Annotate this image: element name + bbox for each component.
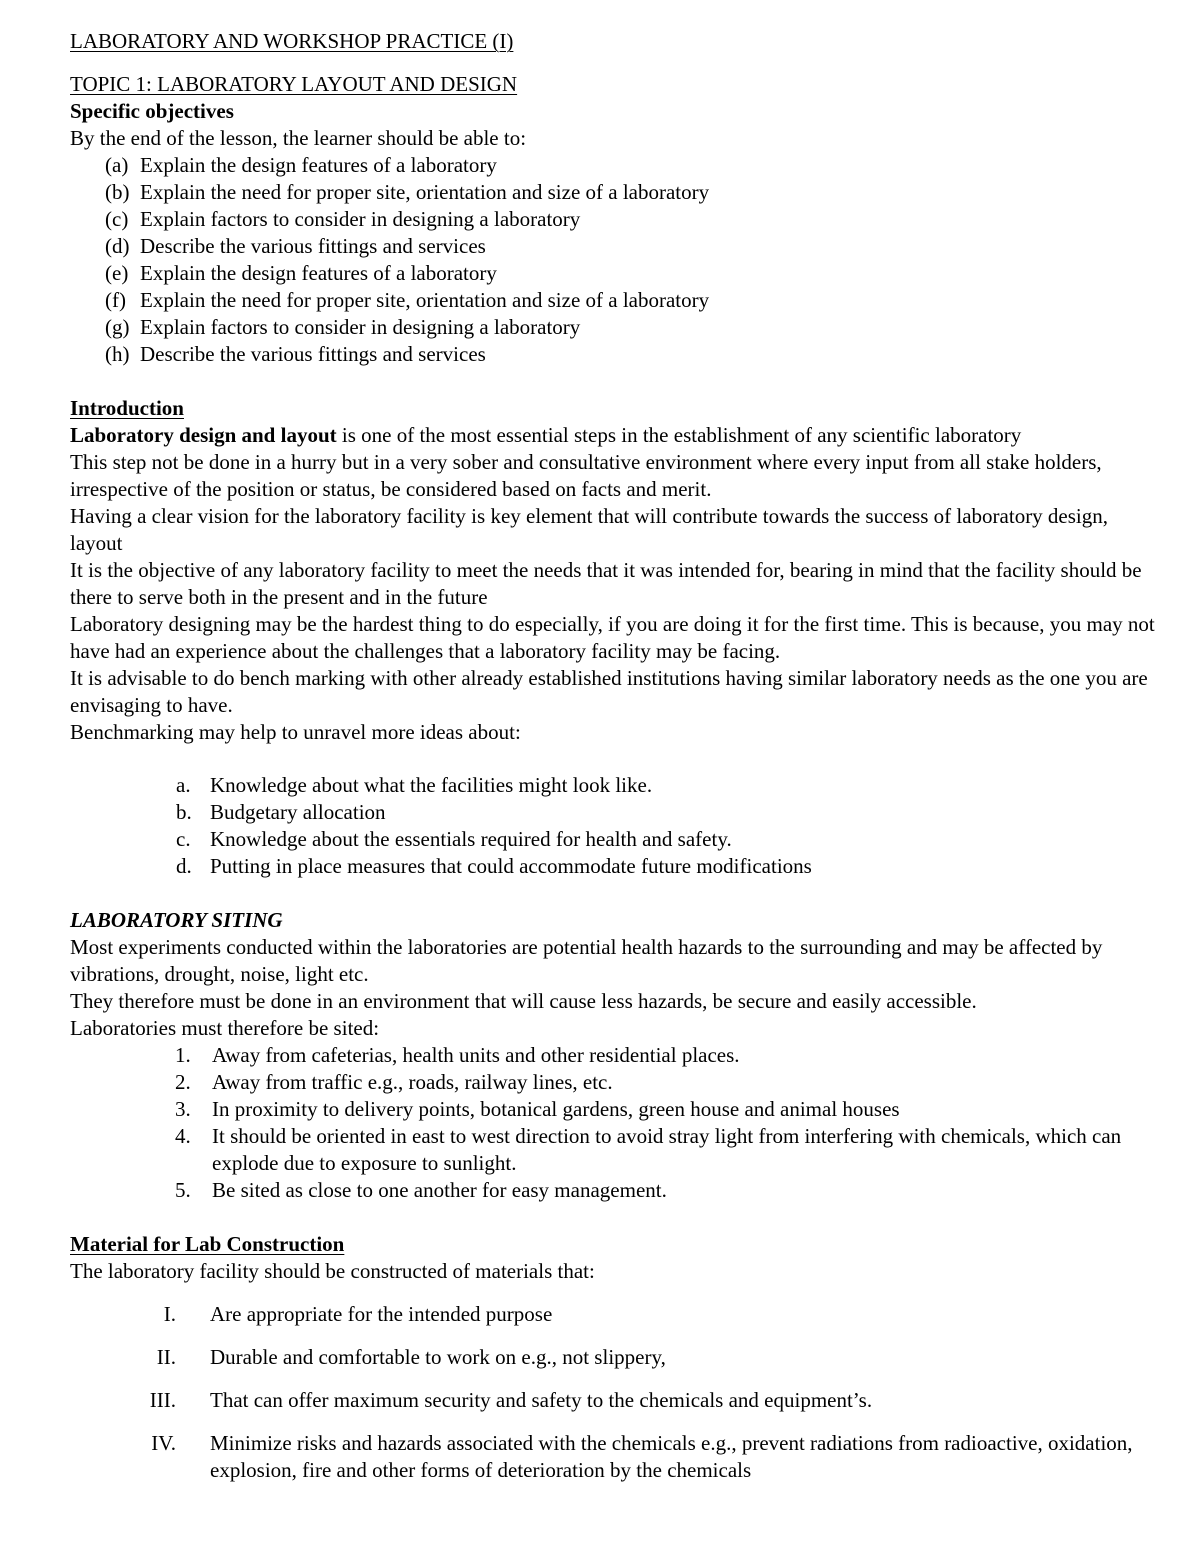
topic-title: TOPIC 1: LABORATORY LAYOUT AND DESIGN <box>70 72 518 96</box>
list-item <box>70 1042 1160 1069</box>
list-item <box>70 287 1160 314</box>
list-item-text: Describe the various fittings and services <box>140 342 486 366</box>
introduction-paragraph: Benchmarking may help to unravel more ideas about: <box>70 720 521 744</box>
list-item <box>70 179 1160 206</box>
list-item <box>70 152 1160 179</box>
list-marker: (e) <box>105 261 129 285</box>
introduction-lead-bold: Laboratory design and layout <box>70 423 337 447</box>
list-item-text: Describe the various fittings and services <box>140 234 486 258</box>
list-marker: II. <box>156 1345 176 1369</box>
list-item-text: Are appropriate for the intended purpose <box>210 1302 553 1326</box>
list-marker: (f) <box>105 288 126 312</box>
siting-list <box>70 1042 1160 1204</box>
siting-paragraph: They therefore must be done in an environment that will cause less hazards, be secure and easily accessible. <box>70 989 977 1013</box>
list-item <box>70 206 1160 233</box>
list-item-text: In proximity to delivery points, botanical gardens, green house and animal houses <box>212 1097 900 1121</box>
list-marker: (c) <box>105 207 129 231</box>
list-marker: d. <box>176 854 192 878</box>
list-item <box>70 314 1160 341</box>
introduction-lead-rest: is one of the most essential steps in the establishment of any scientific laboratory <box>336 423 1022 447</box>
introduction-lead <box>70 422 1160 449</box>
list-item-text: Knowledge about the essentials required for health and safety. <box>210 827 732 851</box>
list-marker: 2. <box>175 1070 191 1094</box>
list-item <box>70 1123 1160 1177</box>
list-item <box>70 1430 1160 1484</box>
materials-heading: Material for Lab Construction <box>70 1232 345 1256</box>
list-item-text: It should be oriented in east to west direction to avoid stray light from interfering with chemicals, which can explode due to exposure to sunlight. <box>212 1124 1122 1175</box>
list-item <box>70 233 1160 260</box>
list-marker: (h) <box>105 342 130 366</box>
list-marker: (b) <box>105 180 130 204</box>
objectives-intro: By the end of the lesson, the learner should be able to: <box>70 126 527 150</box>
list-item <box>70 1177 1160 1204</box>
siting-paragraph: Most experiments conducted within the laboratories are potential health hazards to the surrounding and may be affected by vibrations, drought, noise, light etc. <box>70 935 1103 986</box>
document-title: LABORATORY AND WORKSHOP PRACTICE (I) <box>70 29 514 53</box>
list-item <box>70 826 1160 853</box>
list-item <box>70 1069 1160 1096</box>
list-item <box>70 853 1160 880</box>
list-marker: (g) <box>105 315 130 339</box>
list-marker: 4. <box>175 1124 191 1148</box>
list-item-text: Putting in place measures that could accommodate future modifications <box>210 854 812 878</box>
list-item <box>70 1344 1160 1371</box>
materials-list <box>70 1301 1160 1484</box>
introduction-paragraph: It is the objective of any laboratory facility to meet the needs that it was intended for, bearing in mind that the facility should be there to serve both in the present and in the future <box>70 558 1142 609</box>
list-item <box>70 772 1160 799</box>
list-item-text: Explain the need for proper site, orientation and size of a laboratory <box>140 180 710 204</box>
introduction-paragraph: It is advisable to do bench marking with other already established institutions having similar laboratory needs as the one you are envisaging to have. <box>70 666 1148 717</box>
materials-intro: The laboratory facility should be constructed of materials that: <box>70 1259 595 1283</box>
siting-heading: LABORATORY SITING <box>70 908 283 932</box>
list-item <box>70 1387 1160 1414</box>
list-item-text: Explain the design features of a laboratory <box>140 153 497 177</box>
list-marker: (d) <box>105 234 130 258</box>
objectives-list <box>70 152 1160 368</box>
list-marker: III. <box>149 1388 176 1412</box>
document-page <box>70 28 1160 1484</box>
introduction-heading: Introduction <box>70 396 184 420</box>
list-marker: I. <box>163 1302 176 1326</box>
list-item-text: Away from cafeterias, health units and other residential places. <box>212 1043 740 1067</box>
list-item <box>70 260 1160 287</box>
objectives-heading: Specific objectives <box>70 99 234 123</box>
list-item-text: Minimize risks and hazards associated with the chemicals e.g., prevent radiations from radioactive, oxidation, explosion, fire and other forms of deterioration by the chemicals <box>210 1431 1133 1482</box>
list-item <box>70 1301 1160 1328</box>
list-item-text: That can offer maximum security and safety to the chemicals and equipment’s. <box>210 1388 873 1412</box>
introduction-paragraph: This step not be done in a hurry but in a very sober and consultative environment where every input from all stake holders, irrespective of the position or status, be considered based on facts and merit. <box>70 450 1102 501</box>
list-item-text: Explain the need for proper site, orientation and size of a laboratory <box>140 288 710 312</box>
list-item-text: Explain factors to consider in designing a laboratory <box>140 315 581 339</box>
list-item-text: Explain the design features of a laboratory <box>140 261 497 285</box>
introduction-paragraph: Laboratory designing may be the hardest thing to do especially, if you are doing it for the first time. This is because, you may not have had an experience about the challenges that a laboratory facility may be facing. <box>70 612 1155 663</box>
list-item <box>70 341 1160 368</box>
list-marker: (a) <box>105 153 129 177</box>
list-item <box>70 1096 1160 1123</box>
list-marker: 1. <box>175 1043 191 1067</box>
list-item-text: Explain factors to consider in designing a laboratory <box>140 207 581 231</box>
list-marker: IV. <box>151 1431 176 1455</box>
list-item-text: Durable and comfortable to work on e.g., not slippery, <box>210 1345 666 1369</box>
list-marker: a. <box>176 773 191 797</box>
benchmarking-list <box>70 772 1160 880</box>
list-item-text: Away from traffic e.g., roads, railway lines, etc. <box>212 1070 613 1094</box>
list-marker: b. <box>176 800 192 824</box>
introduction-paragraph: Having a clear vision for the laboratory facility is key element that will contribute towards the success of laboratory design, layout <box>70 504 1109 555</box>
list-item <box>70 799 1160 826</box>
list-marker: 3. <box>175 1097 191 1121</box>
list-marker: 5. <box>175 1178 191 1202</box>
list-item-text: Knowledge about what the facilities might look like. <box>210 773 653 797</box>
list-item-text: Budgetary allocation <box>210 800 386 824</box>
list-marker: c. <box>176 827 191 851</box>
list-item-text: Be sited as close to one another for easy management. <box>212 1178 667 1202</box>
siting-paragraph: Laboratories must therefore be sited: <box>70 1016 380 1040</box>
